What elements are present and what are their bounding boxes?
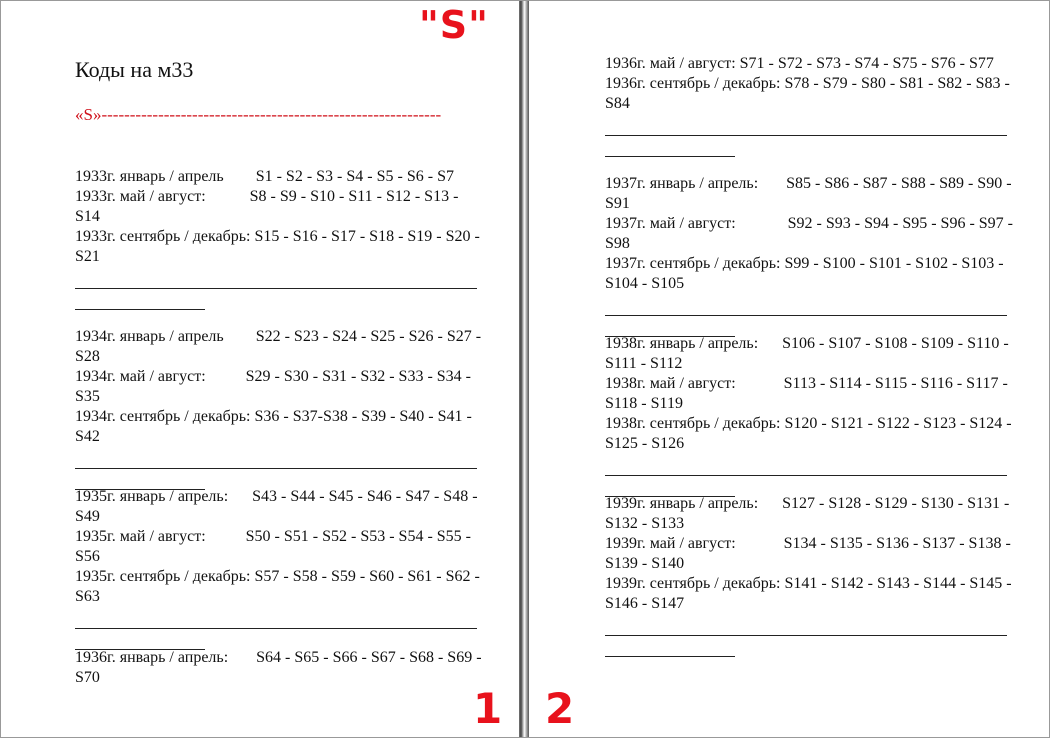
period-label: 1937г. январь / апрель:: [605, 175, 787, 192]
year-block-1939: [605, 494, 1015, 657]
period-entry: [605, 414, 1015, 454]
year-block-1936-start: [75, 648, 485, 688]
year-block-1934: [75, 327, 485, 490]
period-label: 1938г. январь / апрель:: [605, 335, 783, 352]
period-label: 1936г. январь / апрель:: [75, 649, 257, 666]
period-entry: [605, 374, 1015, 414]
code-list: S64 - S65 - S66 - S67 - S68 - S69 - S70: [75, 649, 482, 686]
code-list: S78 - S79 - S80 - S81 - S82 - S83 - S84: [605, 75, 1010, 112]
period-entry: [75, 407, 485, 447]
code-list: S8 - S9 - S10 - S11 - S12 - S13 - S14: [75, 188, 459, 225]
code-list: S15 - S16 - S17 - S18 - S19 - S20 - S21: [75, 228, 480, 265]
period-entry: [75, 167, 485, 187]
separator-line-short: [75, 309, 205, 310]
code-list: S43 - S44 - S45 - S46 - S47 - S48 - S49: [75, 488, 478, 525]
code-list: S71 - S72 - S73 - S74 - S75 - S76 - S77: [739, 55, 994, 72]
code-list: S99 - S100 - S101 - S102 - S103 - S104 - S105: [605, 255, 1004, 292]
separator-line: [605, 315, 1007, 316]
code-list: S36 - S37-S38 - S39 - S40 - S41 - S42: [75, 408, 472, 445]
period-entry: [75, 648, 485, 688]
period-entry: [605, 54, 1015, 74]
period-label: 1933г. сентябрь / декабрь:: [75, 228, 255, 245]
header-s-label: "S": [419, 3, 489, 47]
section-dashes: ------------------------------------------------------------: [101, 105, 442, 124]
period-label: 1934г. сентябрь / декабрь:: [75, 408, 255, 425]
period-label: 1935г. май / август:: [75, 528, 246, 545]
period-label: 1937г. май / август:: [605, 215, 788, 232]
period-entry: [605, 74, 1015, 114]
period-entry: [75, 327, 485, 367]
period-label: 1934г. май / август:: [75, 368, 246, 385]
separator-line: [605, 635, 1007, 636]
section-label: «S»: [75, 105, 102, 124]
year-block-1935: [75, 487, 485, 650]
code-list: S141 - S142 - S143 - S144 - S145 - S146 - S147: [605, 575, 1012, 612]
code-list: S134 - S135 - S136 - S137 - S138 - S139 - S140: [605, 535, 1011, 572]
code-list: S50 - S51 - S52 - S53 - S54 - S55 - S56: [75, 528, 471, 565]
period-label: 1933г. январь / апрель: [75, 168, 256, 185]
period-label: 1935г. сентябрь / декабрь:: [75, 568, 255, 585]
period-label: 1939г. сентябрь / декабрь:: [605, 575, 785, 592]
period-entry: [75, 227, 485, 267]
period-entry: [605, 534, 1015, 574]
period-entry: [605, 214, 1015, 254]
code-list: S92 - S93 - S94 - S95 - S96 - S97 - S98: [605, 215, 1013, 252]
code-list: S1 - S2 - S3 - S4 - S5 - S6 - S7: [255, 168, 454, 185]
period-label: 1936г. сентябрь / декабрь:: [605, 75, 785, 92]
period-label: 1935г. январь / апрель:: [75, 488, 253, 505]
year-block-1933: [75, 167, 485, 310]
page-gutter: [519, 0, 529, 738]
period-label: 1938г. май / август:: [605, 375, 784, 392]
year-block-1937: [605, 174, 1015, 337]
period-entry: [75, 567, 485, 607]
code-list: S22 - S23 - S24 - S25 - S26 - S27 - S28: [75, 328, 482, 365]
page-number-1: 1: [473, 684, 503, 733]
code-list: S85 - S86 - S87 - S88 - S89 - S90 - S91: [605, 175, 1012, 212]
separator-line-short: [605, 156, 735, 157]
period-entry: [605, 334, 1015, 374]
code-list: S57 - S58 - S59 - S60 - S61 - S62 - S63: [75, 568, 480, 605]
code-list: S120 - S121 - S122 - S123 - S124 - S125 - S126: [605, 415, 1012, 452]
period-entry: [75, 367, 485, 407]
year-block-1936-cont: [605, 54, 1015, 157]
separator-line: [75, 628, 477, 629]
code-list: S127 - S128 - S129 - S130 - S131 - S132 - S133: [605, 495, 1010, 532]
period-label: 1934г. январь / апрель: [75, 328, 256, 345]
period-label: 1933г. май / август:: [75, 188, 250, 205]
separator-line: [605, 135, 1007, 136]
code-list: S29 - S30 - S31 - S32 - S33 - S34 - S35: [75, 368, 471, 405]
period-label: 1936г. май / август:: [605, 55, 740, 72]
section-heading: [75, 104, 485, 125]
period-label: 1937г. сентябрь / декабрь:: [605, 255, 785, 272]
separator-line: [605, 475, 1007, 476]
period-label: 1939г. январь / апрель:: [605, 495, 783, 512]
document-title: Коды на м33: [75, 57, 194, 82]
separator-line: [75, 468, 477, 469]
code-list: S106 - S107 - S108 - S109 - S110 - S111 - S112: [605, 335, 1009, 372]
period-label: 1938г. сентябрь / декабрь:: [605, 415, 785, 432]
year-block-1938: [605, 334, 1015, 497]
code-list: S113 - S114 - S115 - S116 - S117 - S118 - S119: [605, 375, 1008, 412]
period-entry: [75, 187, 485, 227]
period-entry: [605, 574, 1015, 614]
separator-line: [75, 288, 477, 289]
period-entry: [605, 174, 1015, 214]
period-entry: [605, 254, 1015, 294]
separator-line-short: [605, 656, 735, 657]
period-label: 1939г. май / август:: [605, 535, 784, 552]
period-entry: [75, 487, 485, 527]
page-number-2: 2: [545, 684, 575, 733]
period-entry: [605, 494, 1015, 534]
period-entry: [75, 527, 485, 567]
